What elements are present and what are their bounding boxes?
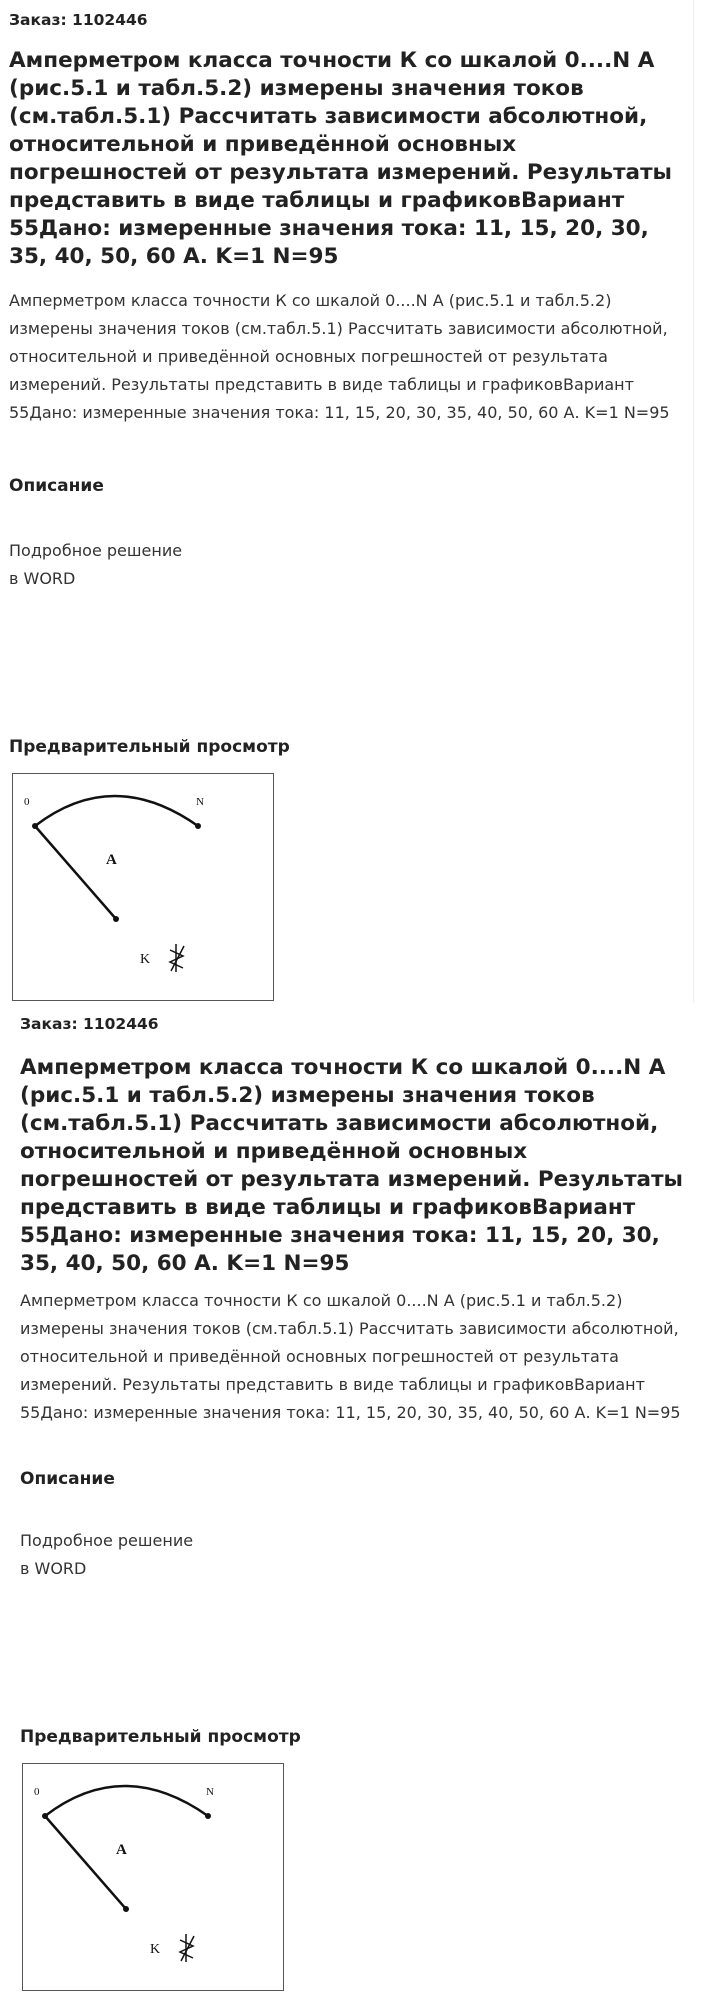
task-description: Амперметром класса точности К со шкалой 0....N А (рис.5.1 и табл.5.2) измерены значения токов (см.табл.5.1) Рассчитать зависимости абсолютной, относительной и приведённой основных погрешностей от результата измерений. Результаты представить в виде таблицы и графиковВариант 55Дано: измеренные значения тока: 11, 15, 20, 30, 35, 40, 50, 60 А. K=1 N=95 [9,291,670,422]
task-title: Амперметром класса точности К со шкалой 0....N А (рис.5.1 и табл.5.2) измерены значения токов (см.табл.5.1) Рассчитать зависимости абсолютной, относительной и приведённой основных погрешностей от результата измерений. Результаты представить в виде таблицы и графиковВариант 55Дано: измеренные значения тока: 11, 15, 20, 30, 35, 40, 50, 60 А. K=1 N=95 [20,1055,683,1276]
page-edge [693,0,694,1003]
ammeter-diagram [23,1764,283,1990]
label-a: A [106,852,117,868]
order-number: Заказ: 1102446 [9,11,148,29]
preview-image[interactable] [22,1763,284,1991]
description-heading: Описание [9,476,104,496]
needle-pivot-dot [113,916,119,922]
description-line-1: Подробное решение [9,541,183,560]
needle-pivot-dot [123,1906,129,1912]
scale-arc [45,1786,208,1816]
label-zero: 0 [34,1786,40,1798]
preview-heading: Предварительный просмотр [9,737,290,757]
task-description: Амперметром класса точности К со шкалой 0....N А (рис.5.1 и табл.5.2) измерены значения токов (см.табл.5.1) Рассчитать зависимости абсолютной, относительной и приведённой основных погрешностей от результата измерений. Результаты представить в виде таблицы и графиковВариант 55Дано: измеренные значения тока: 11, 15, 20, 30, 35, 40, 50, 60 А. K=1 N=95 [20,1291,681,1422]
arc-end-dot [205,1813,211,1819]
description-body [20,1527,193,1583]
order-block-1 [0,0,701,1003]
order-block-2 [10,1004,701,2007]
label-k: K [140,952,151,967]
label-k: K [150,1942,161,1957]
pointer-needle [45,1816,126,1909]
description-body [9,537,182,593]
label-zero: 0 [24,796,30,808]
scale-arc [35,796,198,826]
pointer-needle [35,826,116,919]
description-heading: Описание [20,1469,115,1489]
ammeter-diagram [13,774,273,1000]
description-line-2: в WORD [9,569,76,588]
label-n: N [206,1786,214,1798]
label-n: N [196,796,204,808]
arc-end-dot [195,823,201,829]
preview-image[interactable] [12,773,274,1001]
moving-iron-symbol-icon [180,1934,194,1962]
moving-iron-symbol-icon [170,944,184,972]
description-line-1: Подробное решение [20,1531,194,1550]
description-line-2: в WORD [20,1559,87,1578]
order-number: Заказ: 1102446 [20,1015,159,1033]
label-a: A [116,1842,127,1858]
task-title: Амперметром класса точности К со шкалой 0....N А (рис.5.1 и табл.5.2) измерены значения токов (см.табл.5.1) Рассчитать зависимости абсолютной, относительной и приведённой основных погрешностей от результата измерений. Результаты представить в виде таблицы и графиковВариант 55Дано: измеренные значения тока: 11, 15, 20, 30, 35, 40, 50, 60 А. K=1 N=95 [9,48,672,269]
preview-heading: Предварительный просмотр [20,1727,301,1747]
